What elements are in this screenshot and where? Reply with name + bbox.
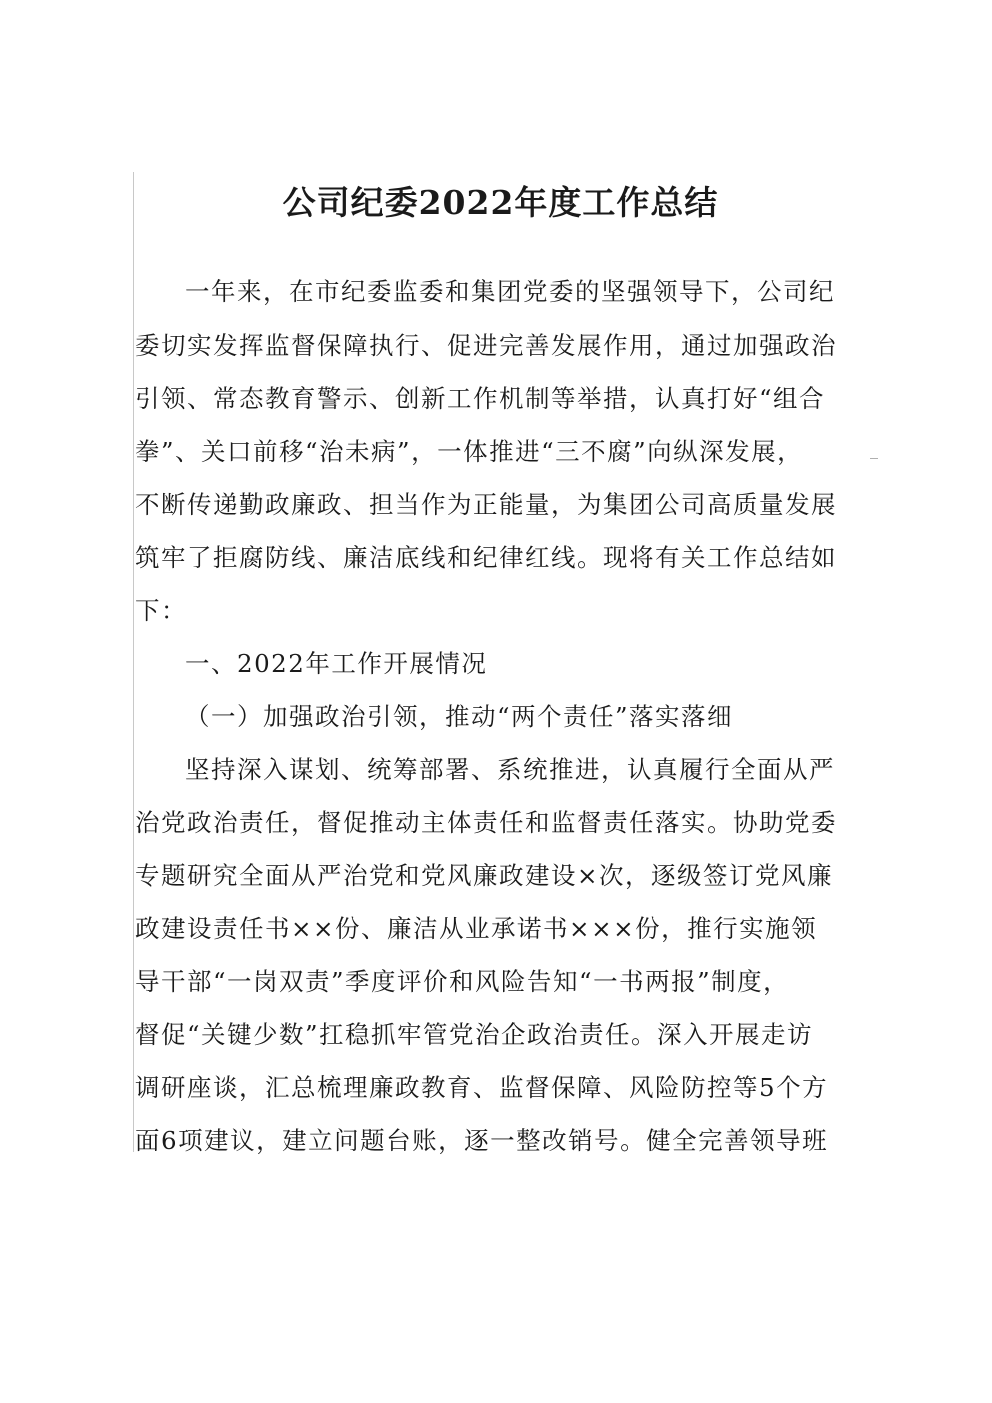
- intro-line-3: 引领、常态教育警示、创新工作机制等举措，认真打好“组合: [135, 384, 826, 413]
- intro-line-6: 筑牢了拒腐防线、廉洁底线和纪律红线。现将有关工作总结如: [135, 543, 837, 572]
- document-title: 公司纪委2022年度工作总结: [282, 183, 719, 222]
- intro-line-4: 拳”、关口前移“治未病”，一体推进“三不腐”向纵深发展，: [135, 437, 804, 466]
- body-line-5: 导干部“一岗双责”季度评价和风险告知“一书两报”制度，: [135, 967, 790, 996]
- margin-tick-mark: [870, 458, 878, 459]
- body-line-3: 专题研究全面从严治党和党风廉政建设×次，逐级签订党风廉: [135, 861, 834, 890]
- left-margin-guide: [133, 172, 134, 1152]
- intro-line-7: 下：: [135, 596, 187, 625]
- intro-line-2: 委切实发挥监督保障执行、促进完善发展作用，通过加强政治: [135, 331, 837, 360]
- intro-line-1: 一年来，在市纪委监委和集团党委的坚强领导下，公司纪: [185, 277, 835, 306]
- body-line-4: 政建设责任书××份、廉洁从业承诺书×××份，推行实施领: [135, 914, 818, 943]
- body-line-2: 治党政治责任，督促推动主体责任和监督责任落实。协助党委: [135, 808, 837, 837]
- body-line-8: 面6项建议，建立问题台账，逐一整改销号。健全完善领导班: [135, 1126, 829, 1155]
- subsection-heading: （一）加强政治引领，推动“两个责任”落实落细: [185, 702, 734, 731]
- body-line-7: 调研座谈，汇总梳理廉政教育、监督保障、风险防控等5个方: [135, 1073, 829, 1102]
- body-line-1: 坚持深入谋划、统筹部署、系统推进，认真履行全面从严: [185, 755, 835, 784]
- intro-line-5: 不断传递勤政廉政、担当作为正能量，为集团公司高质量发展: [135, 490, 837, 519]
- body-line-6: 督促“关键少数”扛稳抓牢管党治企政治责任。深入开展走访: [135, 1020, 814, 1049]
- section-heading: 一、2022年工作开展情况: [185, 649, 488, 678]
